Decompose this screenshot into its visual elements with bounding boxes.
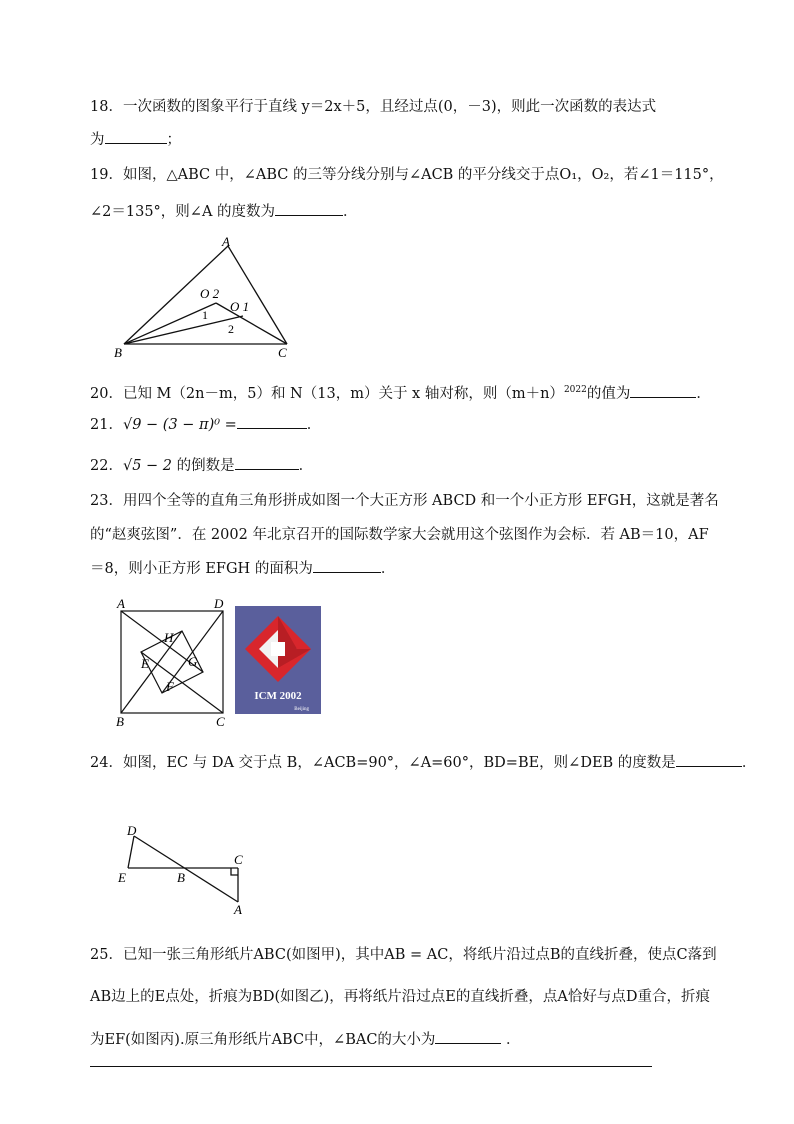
q20-line	[90, 380, 711, 404]
q18-suffix: ；	[166, 132, 181, 148]
q19-suffix: ．	[343, 204, 358, 220]
vertex-label-a: A	[222, 234, 230, 249]
point-label-o2: O 2	[200, 286, 220, 301]
q25-line1: 25．已知一张三角形纸片ABC(如图甲)，其中AB = AC，将纸片沿过点B的直线折叠，使点C落到	[90, 947, 717, 963]
point-label-c: C	[234, 852, 243, 867]
logo-subtitle: Beijing	[294, 707, 309, 712]
inner-label-e: E	[141, 656, 149, 671]
q19-line2	[90, 201, 358, 222]
q19-prefix: ∠2＝135°，则∠A 的度数为	[90, 204, 276, 220]
q22-suffix: ．	[298, 458, 314, 474]
q23-line1: 23．用四个全等的直角三角形拼成如图一个大正方形 ABCD 和一个小正方形 EFGH，这就是著名	[90, 493, 719, 509]
q20-prefix: 20．已知 M（2n－m，5）和 N（13，m）关于 x 轴对称，则（m＋n）	[90, 385, 564, 402]
q23-prefix: ＝8，则小正方形 EFGH 的面积为	[90, 561, 313, 577]
square-label-c: C	[216, 714, 225, 729]
q19-triangle-figure	[100, 232, 310, 362]
q22-number: 22．	[90, 458, 123, 474]
q18-line1: 18．一次函数的图象平行于直线 y＝2x＋5，且经过点(0，－3)，则此一次函数的表达式	[90, 99, 657, 115]
footer-divider	[90, 1066, 652, 1067]
angle-label-1: 1	[202, 308, 208, 322]
answer-blank	[435, 1029, 501, 1044]
point-label-d: D	[127, 823, 137, 838]
q21-suffix: ．	[306, 417, 322, 433]
q22-line	[90, 455, 313, 476]
point-label-b: B	[177, 870, 185, 885]
answer-blank	[275, 201, 343, 216]
logo-title: ICM 2002	[254, 690, 302, 702]
square-label-d: D	[214, 596, 224, 611]
q22-expression: √5 − 2	[122, 458, 173, 474]
q24-figure	[110, 820, 260, 920]
point-label-e: E	[118, 870, 126, 885]
inner-label-f: F	[166, 679, 174, 694]
q18-line2	[90, 129, 181, 150]
answer-blank	[313, 558, 381, 573]
q21-line	[90, 414, 321, 435]
answer-blank	[676, 752, 742, 767]
point-label-o1: O 1	[230, 299, 250, 314]
icm-logo-graphic	[235, 606, 321, 714]
icm-2002-logo	[235, 606, 321, 714]
q20-middle: 的值为	[586, 385, 631, 402]
q22-text: 的倒数是	[172, 458, 235, 474]
q24-line	[90, 752, 756, 773]
q25-suffix: ．	[501, 1032, 521, 1048]
q19-line1: 19．如图，△ABC 中，∠ABC 的三等分线分别与∠ACB 的平分线交于点O₁，O₂，若∠1＝115°，	[90, 167, 724, 183]
inner-label-h: H	[164, 630, 174, 645]
vertex-label-b: B	[114, 345, 122, 360]
q23-line3	[90, 558, 395, 579]
q21-number: 21．	[90, 417, 123, 433]
square-label-a: A	[117, 596, 125, 611]
vertex-label-c: C	[278, 345, 287, 360]
angle-label-2: 2	[228, 322, 234, 336]
answer-blank	[237, 414, 307, 429]
q23-suffix: ．	[380, 561, 396, 577]
square-label-b: B	[116, 714, 124, 729]
point-label-a: A	[234, 902, 242, 917]
answer-blank	[235, 455, 299, 470]
answer-blank	[105, 129, 167, 144]
q21-expression: √9 − (3 − π)⁰ =	[122, 417, 237, 433]
q24-prefix: 24．如图，EC 与 DA 交于点 B，∠ACB=90°，∠A=60°，BD=BE，则∠DEB 的度数是	[90, 755, 676, 771]
q18-prefix: 为	[90, 132, 105, 148]
q23-line2: 的“赵爽弦图”．在 2002 年北京召开的国际数学家大会就用这个弦图作为会标．若 AB＝10，AF	[90, 527, 709, 543]
q24-suffix: ．	[741, 755, 757, 771]
q20-exponent: 2022	[563, 385, 587, 395]
zhao-shuang-chord-figure	[110, 594, 232, 730]
answer-blank	[630, 383, 696, 398]
q25-prefix: 为EF(如图丙).原三角形纸片ABC中，∠BAC的大小为	[90, 1032, 436, 1048]
q25-line2: AB边上的E点处，折痕为BD(如图乙)，再将纸片沿过点E的直线折叠，点A恰好与点D重合，折痕	[90, 989, 710, 1005]
q20-suffix: ．	[696, 385, 711, 402]
inner-label-g: G	[188, 654, 198, 669]
q25-line3	[90, 1029, 521, 1050]
